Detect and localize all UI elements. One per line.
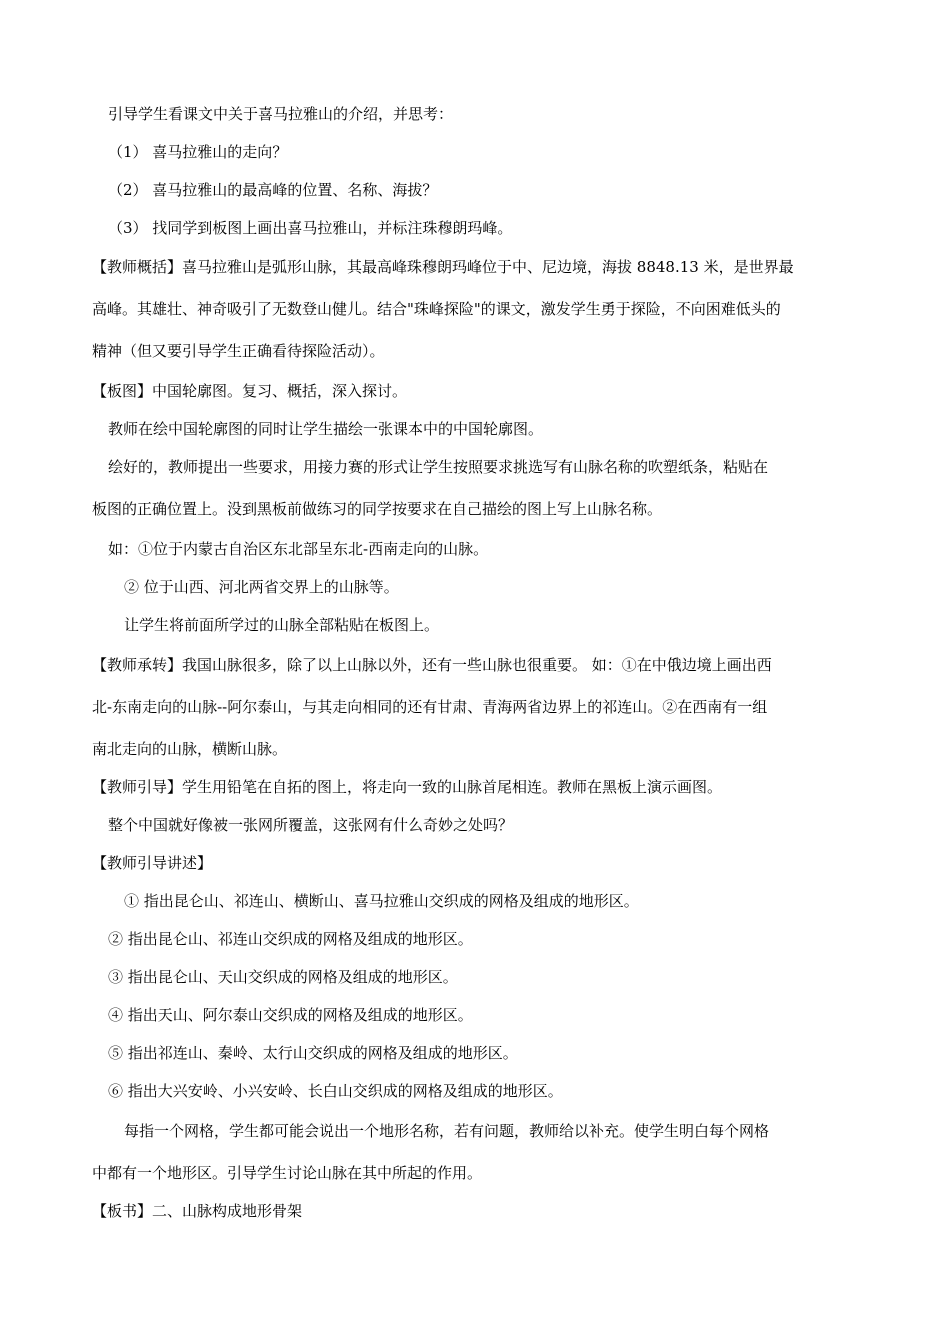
question-2: （2） 喜马拉雅山的最高峰的位置、名称、海拔？	[108, 181, 438, 199]
grid-item-3: ③ 指出昆仑山、天山交织成的网格及组成的地形区。	[108, 968, 458, 986]
paragraph-grid-summary-line-2: 中都有一个地形区。引导学生讨论山脉在其中所起的作用。	[92, 1164, 483, 1182]
grid-item-5: ⑤ 指出祁连山、秦岭、太行山交织成的网格及组成的地形区。	[108, 1044, 518, 1062]
grid-item-4: ④ 指出天山、阿尔泰山交织成的网格及组成的地形区。	[108, 1006, 473, 1024]
grid-item-1: ① 指出昆仑山、祁连山、横断山、喜马拉雅山交织成的网格及组成的地形区。	[124, 892, 639, 910]
example-1: 如：①位于内蒙古自治区东北部呈东北-西南走向的山脉。	[108, 540, 489, 558]
paragraph-relay-line-1: 绘好的，教师提出一些要求，用接力赛的形式让学生按照要求挑选写有山脉名称的吹塑纸条，粘贴在	[108, 458, 769, 476]
grid-item-2: ② 指出昆仑山、祁连山交织成的网格及组成的地形区。	[108, 930, 473, 948]
question-1: （1） 喜马拉雅山的走向？	[108, 143, 288, 161]
paragraph-paste-all: 让学生将前面所学过的山脉全部粘贴在板图上。	[124, 616, 440, 634]
teacher-transition-line-3: 南北走向的山脉，横断山脉。	[92, 740, 288, 758]
teacher-guide-paragraph: 【教师引导】学生用铅笔在自拓的图上，将走向一致的山脉首尾相连。教师在黑板上演示画图。	[92, 778, 723, 796]
teacher-summary-line-3: 精神（但又要引导学生正确看待探险活动）。	[92, 342, 385, 360]
paragraph-outline-drawing: 教师在绘中国轮廓图的同时让学生描绘一张课本中的中国轮廓图。	[108, 420, 544, 438]
paragraph-relay-line-2: 板图的正确位置上。没到黑板前做练习的同学按要求在自己描绘的图上写上山脉名称。	[92, 500, 663, 518]
paragraph-intro: 引导学生看课文中关于喜马拉雅山的介绍，并思考：	[108, 105, 454, 123]
paragraph-grid-summary-line-1: 每指一个网格，学生都可能会说出一个地形名称，若有问题，教师给以补充。使学生明白每个网格	[124, 1122, 770, 1140]
board-writing-heading: 【板书】二、山脉构成地形骨架	[92, 1202, 303, 1220]
board-drawing-heading: 【板图】中国轮廓图。复习、概括，深入探讨。	[92, 382, 408, 400]
teacher-guide-lecture-heading: 【教师引导讲述】	[92, 854, 213, 872]
grid-item-6: ⑥ 指出大兴安岭、小兴安岭、长白山交织成的网格及组成的地形区。	[108, 1082, 563, 1100]
paragraph-net-question: 整个中国就好像被一张网所覆盖，这张网有什么奇妙之处吗？	[108, 816, 514, 834]
teacher-summary-line-1: 【教师概括】喜马拉雅山是弧形山脉，其最高峰珠穆朗玛峰位于中、尼边境，海拔 8848.13 米，是世界最	[92, 258, 794, 276]
teacher-transition-line-1: 【教师承转】我国山脉很多，除了以上山脉以外，还有一些山脉也很重要。 如：①在中俄边境上画出西	[92, 656, 772, 674]
example-2: ② 位于山西、河北两省交界上的山脉等。	[124, 578, 399, 596]
question-3: （3） 找同学到板图上画出喜马拉雅山，并标注珠穆朗玛峰。	[108, 219, 513, 237]
teacher-summary-line-2: 高峰。其雄壮、神奇吸引了无数登山健儿。结合"珠峰探险"的课文，激发学生勇于探险，不向困难低头的	[92, 300, 781, 318]
teacher-transition-line-2: 北-东南走向的山脉--阿尔泰山，与其走向相同的还有甘肃、青海两省边界上的祁连山。②在西南有一组	[92, 698, 768, 716]
